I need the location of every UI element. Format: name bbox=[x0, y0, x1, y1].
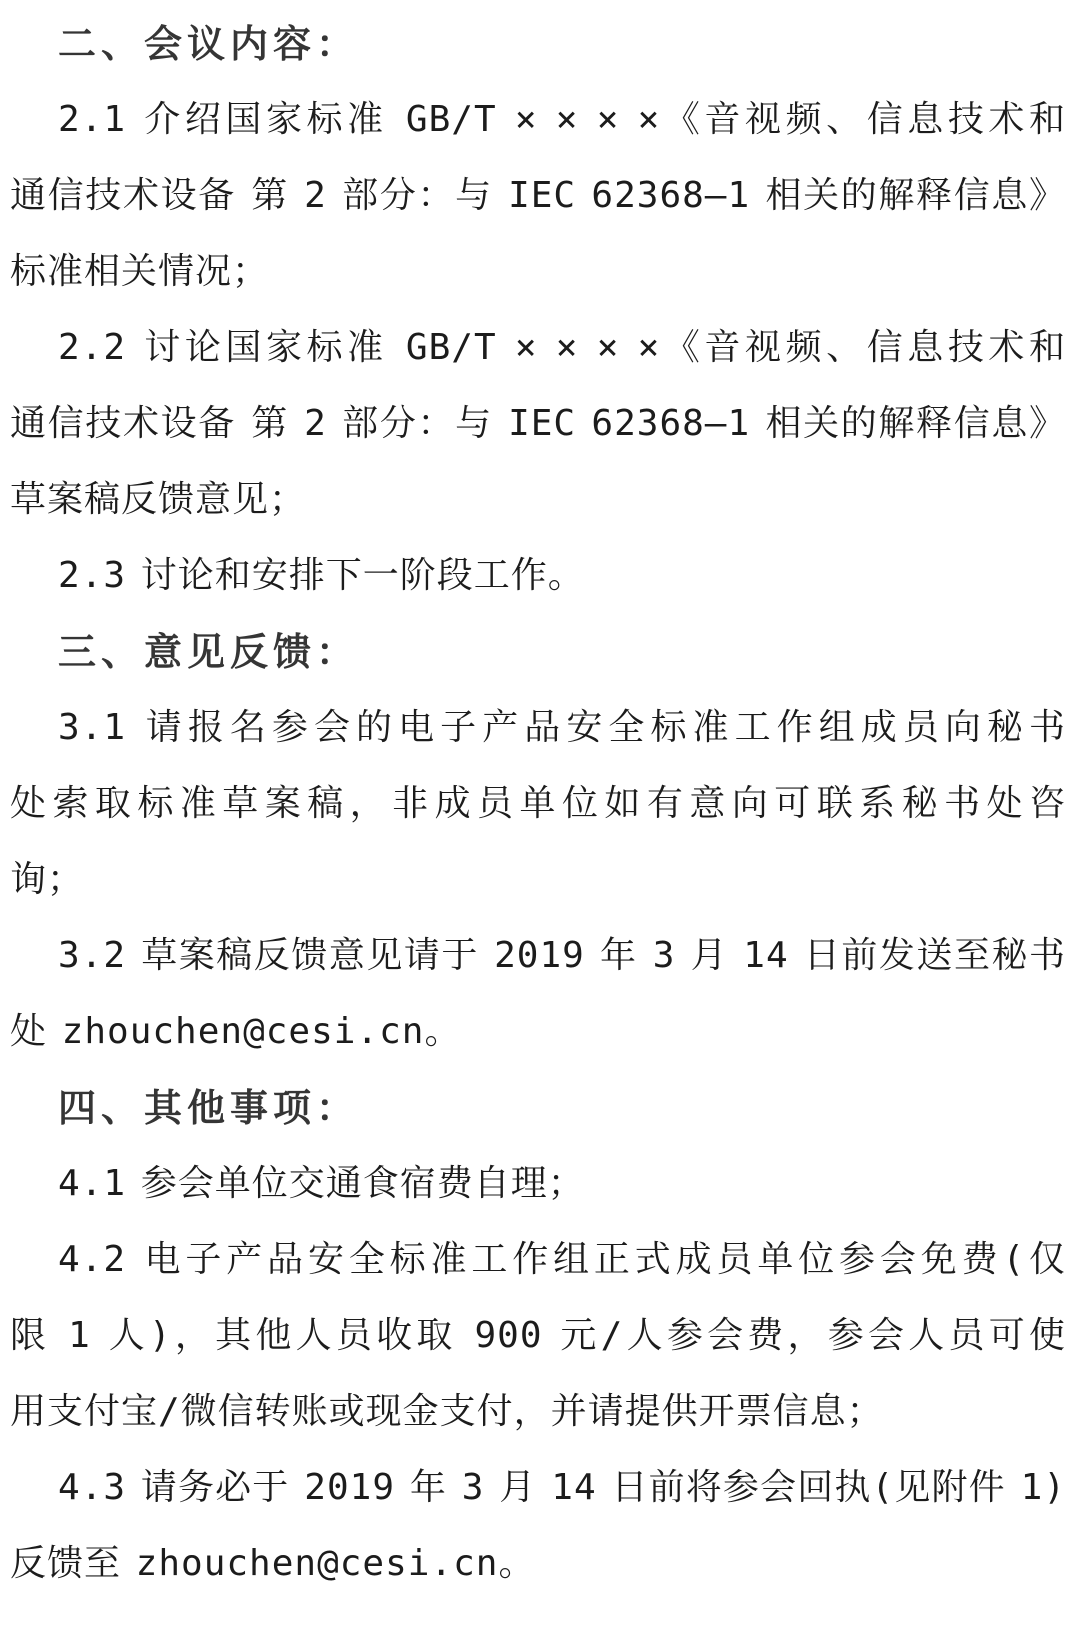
paragraph bbox=[10, 918, 1066, 1070]
paragraph-line: 3.2 草案稿反馈意见请于 2019 年 3 月 14 日前发送至秘书 bbox=[58, 935, 1066, 976]
paragraph-line: 4.2 电子产品安全标准工作组正式成员单位参会免费(仅 bbox=[58, 1239, 1066, 1280]
paragraph-line: 4.3 请务必于 2019 年 3 月 14 日前将参会回执(见附件 1) bbox=[58, 1467, 1066, 1508]
paragraph-line: 2.3 讨论和安排下一阶段工作。 bbox=[58, 555, 585, 596]
paragraph bbox=[10, 82, 1066, 310]
paragraph-line: 草案稿反馈意见； bbox=[10, 479, 307, 520]
paragraph-line: 询； bbox=[10, 859, 85, 900]
paragraph-line: 3.1 请报名参会的电子产品安全标准工作组成员向秘书 bbox=[58, 707, 1066, 748]
paragraph bbox=[10, 690, 1066, 918]
paragraph-line: 限 1 人)，其他人员收取 900 元/人参会费，参会人员可使 bbox=[10, 1315, 1066, 1356]
paragraph-line: 通信技术设备 第 2 部分：与 IEC 62368—1 相关的解释信息》 bbox=[10, 403, 1066, 444]
section-heading: 三、意见反馈： bbox=[58, 630, 360, 674]
section-heading-block bbox=[10, 6, 1066, 82]
section-heading: 四、其他事项： bbox=[58, 1086, 360, 1130]
paragraph bbox=[10, 310, 1066, 538]
paragraph-line: 通信技术设备 第 2 部分：与 IEC 62368—1 相关的解释信息》 bbox=[10, 175, 1066, 216]
paragraph-line: 处索取标准草案稿，非成员单位如有意向可联系秘书处咨 bbox=[10, 783, 1066, 824]
paragraph-line: 2.2 讨论国家标准 GB/T × × × ×《音视频、信息技术和 bbox=[58, 327, 1066, 368]
paragraph bbox=[10, 1450, 1066, 1602]
paragraph-line: 4.1 参会单位交通食宿费自理； bbox=[58, 1163, 585, 1204]
section-heading-block bbox=[10, 614, 1066, 690]
section-heading: 二、会议内容： bbox=[58, 22, 360, 66]
section-heading-block bbox=[10, 1070, 1066, 1146]
paragraph-line: 反馈至 zhouchen@cesi.cn。 bbox=[10, 1543, 536, 1584]
paragraph-line: 用支付宝/微信转账或现金支付，并请提供开票信息； bbox=[10, 1391, 884, 1432]
paragraph bbox=[10, 1222, 1066, 1450]
paragraph-line: 2.1 介绍国家标准 GB/T × × × ×《音视频、信息技术和 bbox=[58, 99, 1066, 140]
paragraph-line: 处 zhouchen@cesi.cn。 bbox=[10, 1011, 462, 1052]
document-body bbox=[10, 6, 1066, 1602]
paragraph bbox=[10, 1146, 1066, 1222]
paragraph bbox=[10, 538, 1066, 614]
paragraph-line: 标准相关情况； bbox=[10, 251, 270, 292]
